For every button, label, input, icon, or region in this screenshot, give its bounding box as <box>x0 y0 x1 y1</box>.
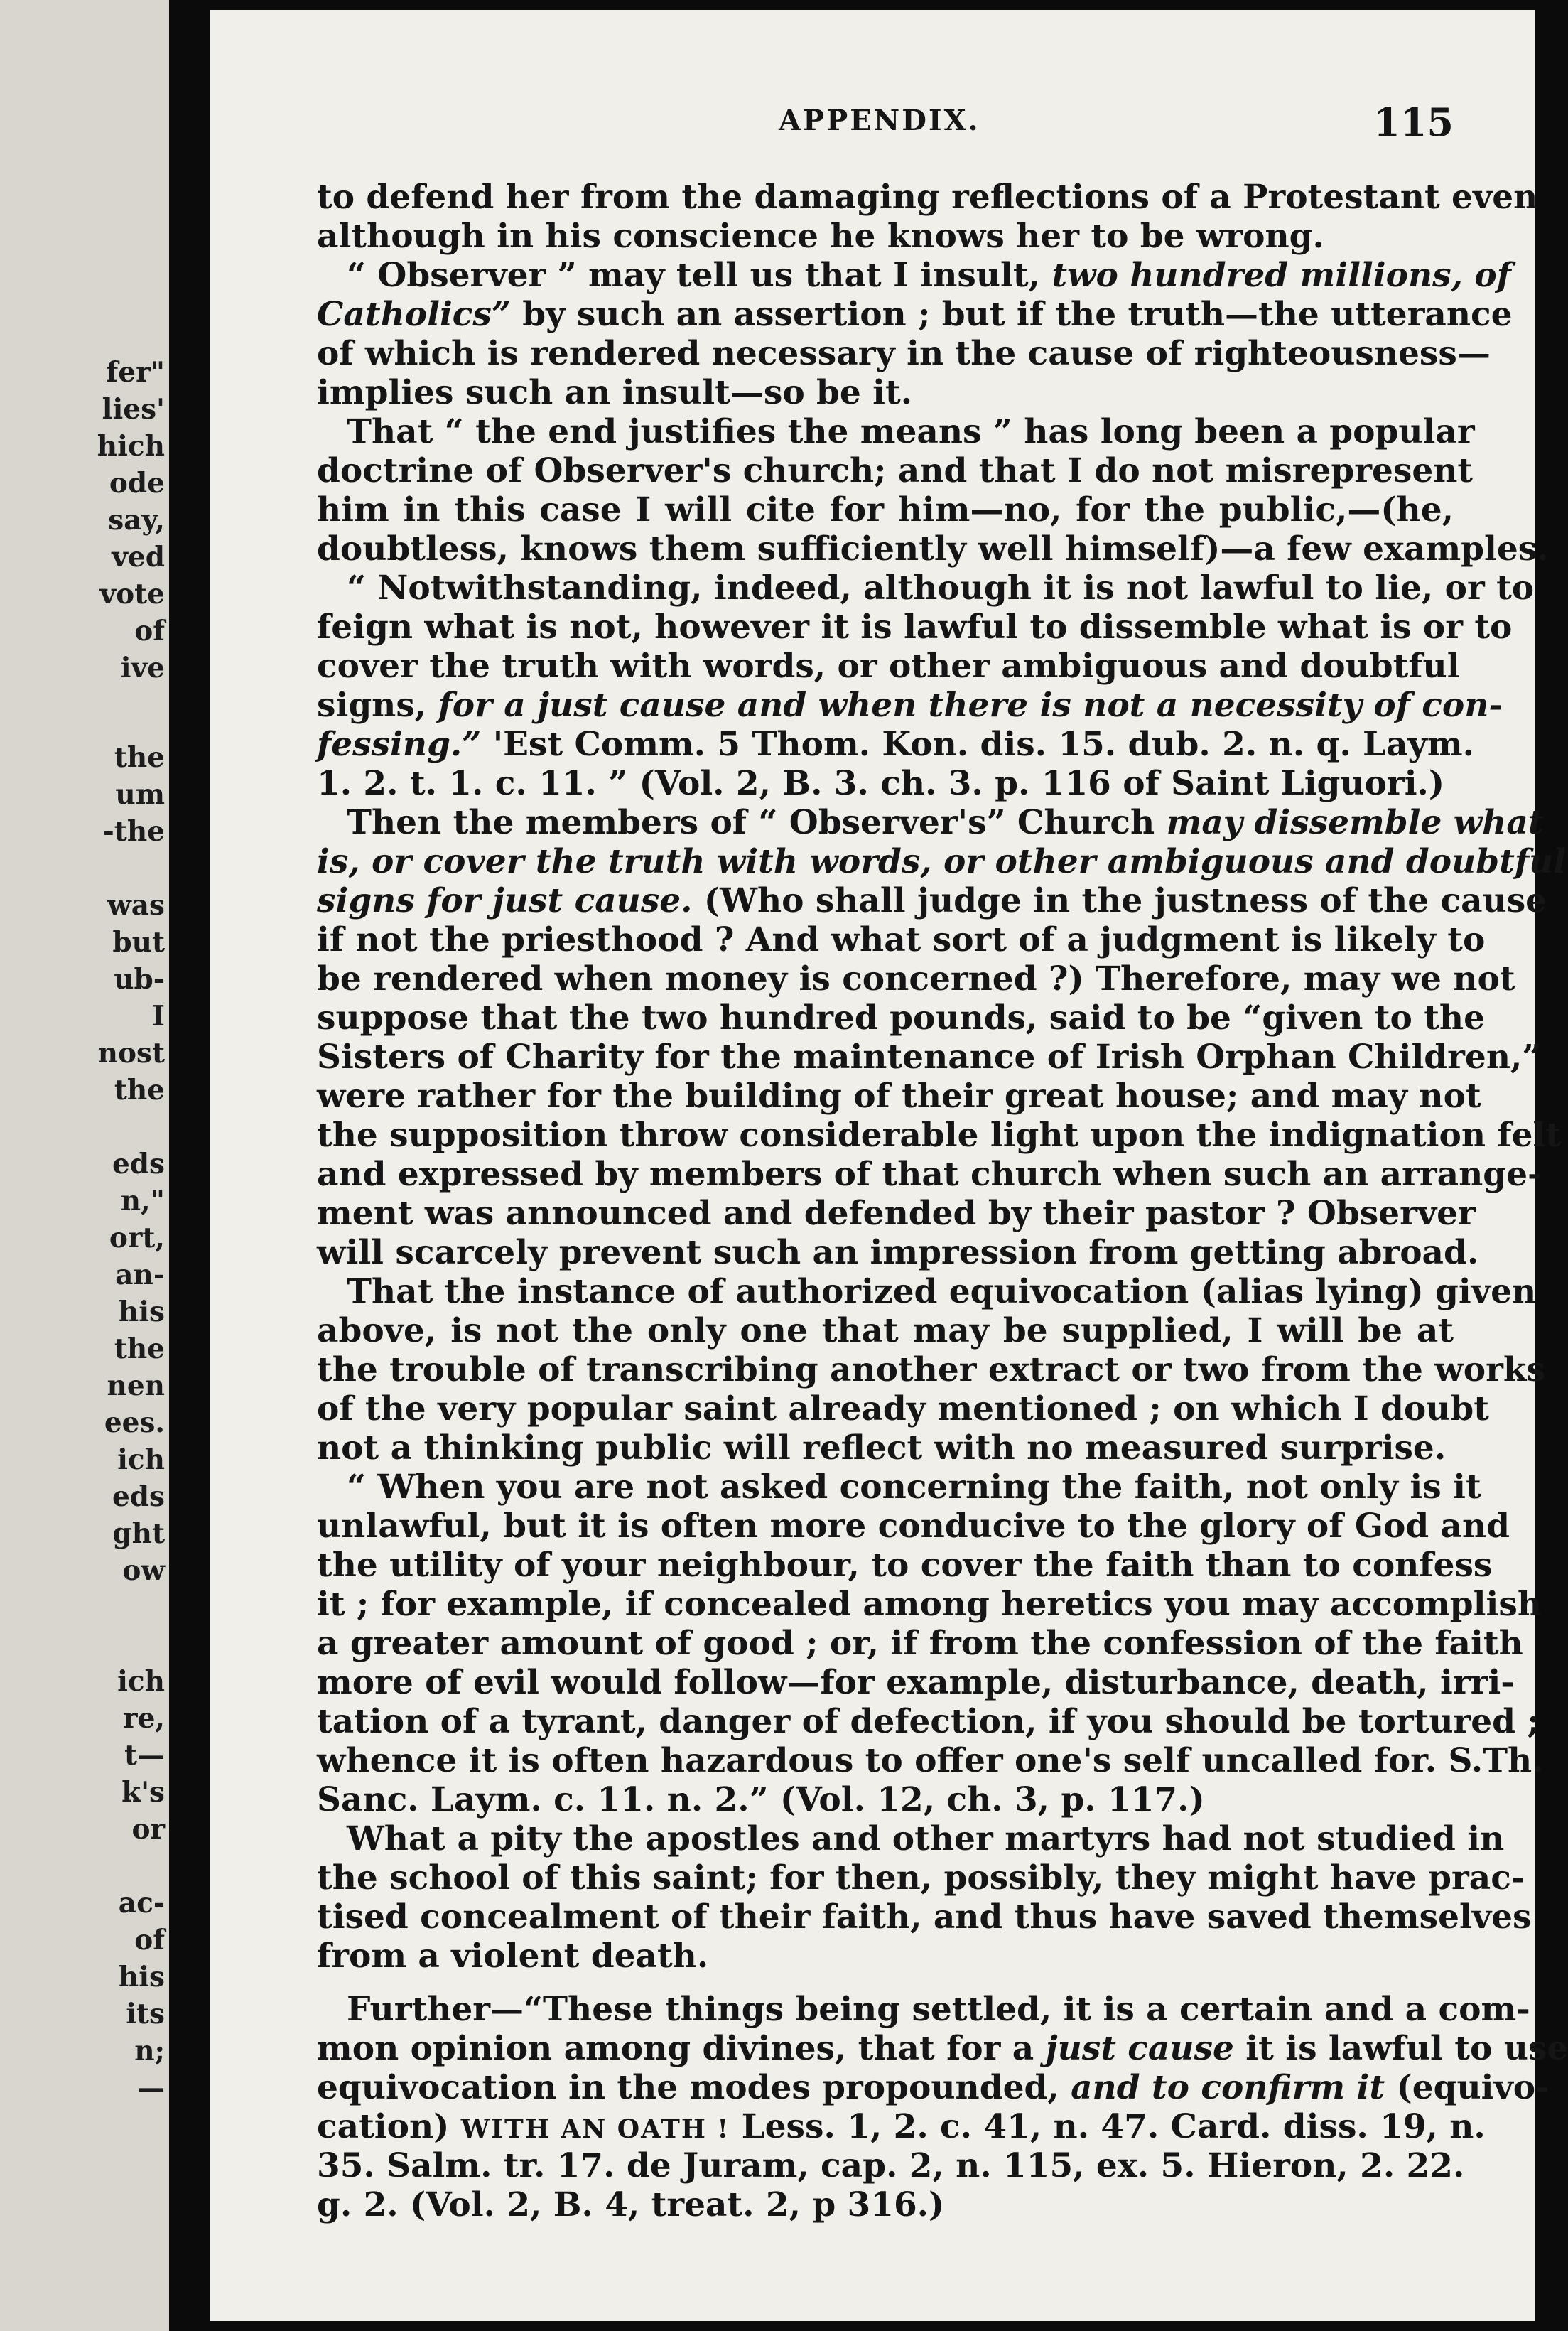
text-line: signs for just cause. (Who shall judge in the justness of the cause <box>317 881 1547 920</box>
text-line: unlawful, but it is often more conducive to the glory of God and <box>317 1507 1510 1546</box>
facing-page-fragment: say, <box>108 504 165 537</box>
text-line: “ When you are not asked concerning the faith, not only is it <box>347 1468 1481 1507</box>
facing-page-fragment: the <box>114 741 165 774</box>
running-title: APPENDIX. <box>779 104 980 137</box>
text-line: cation) WITH AN OATH ! Less. 1, 2. c. 41, n. 47. Card. diss. 19, n. <box>317 2107 1486 2146</box>
text-line: the supposition throw considerable light upon the indignation felt <box>317 1116 1562 1155</box>
text-line: signs, for a just cause and when there is not a necessity of con- <box>317 686 1503 725</box>
facing-page-fragment: eds <box>112 1480 165 1513</box>
text-line: of the very popular saint already mentioned ; on which I doubt <box>317 1389 1489 1428</box>
text-line: What a pity the apostles and other martyrs had not studied in <box>347 1819 1505 1858</box>
text-line: were rather for the building of their great house; and may not <box>317 1077 1481 1116</box>
text-line: That “ the end justifies the means ” has long been a popular <box>347 412 1475 451</box>
facing-page-fragment: but <box>112 926 165 959</box>
text-line: the utility of your neighbour, to cover the faith than to confess <box>317 1546 1493 1585</box>
facing-page-fragment: ub- <box>114 963 165 996</box>
text-line: That the instance of authorized equivocation (alias lying) given <box>347 1272 1537 1311</box>
facing-page-fragment: lies' <box>102 393 165 426</box>
text-line: it ; for example, if concealed among heretics you may accomplish <box>317 1585 1542 1624</box>
facing-page <box>0 0 169 2331</box>
text-line: more of evil would follow—for example, disturbance, death, irri- <box>317 1663 1515 1702</box>
facing-page-fragment: ich <box>117 1443 165 1476</box>
facing-page-fragment: of <box>134 615 165 647</box>
text-line: Catholics” by such an assertion ; but if the truth—the utterance <box>317 295 1513 334</box>
text-line: be rendered when money is concerned ?) Therefore, may we not <box>317 959 1515 998</box>
text-line: of which is rendered necessary in the cause of righteousness— <box>317 334 1491 373</box>
facing-page-fragment: ved <box>112 541 165 574</box>
facing-page-fragment: nen <box>107 1369 165 1402</box>
facing-page-fragment: t— <box>124 1739 165 1772</box>
text-line: “ Observer ” may tell us that I insult, two hundred millions, of <box>347 256 1511 295</box>
facing-page-fragment: re, <box>123 1702 165 1735</box>
text-line: the school of this saint; for then, possibly, they might have prac- <box>317 1858 1525 1897</box>
text-line: from a violent death. <box>317 1937 709 1976</box>
facing-page-fragment: ow <box>122 1554 165 1587</box>
book-page <box>210 10 1568 2321</box>
body-text <box>317 178 1568 2224</box>
facing-page-fragment: its <box>126 1998 165 2030</box>
facing-page-fragment: ort, <box>109 1222 165 1254</box>
facing-page-fragment: n; <box>134 2035 165 2067</box>
facing-page-fragment: or <box>131 1813 165 1846</box>
text-line: ment was announced and defended by their pastor ? Observer <box>317 1194 1476 1233</box>
text-line: is, or cover the truth with words, or other ambiguous and doubtful <box>317 842 1567 881</box>
text-line: the trouble of transcribing another extract or two from the works <box>317 1350 1545 1389</box>
facing-page-fragment: nost <box>97 1037 165 1070</box>
text-line: 1. 2. t. 1. c. 11. ” (Vol. 2, B. 3. ch. 3. p. 116 of Saint Liguori.) <box>317 764 1445 803</box>
text-line: cover the truth with words, or other ambiguous and doubtful <box>317 647 1460 686</box>
text-line: Then the members of “ Observer's” Church may dissemble what <box>347 803 1544 842</box>
text-line: implies such an insult—so be it. <box>317 373 913 412</box>
facing-page-fragment: I <box>151 1000 165 1033</box>
facing-page-fragment: — <box>137 2072 165 2104</box>
facing-page-fragment: n," <box>120 1185 165 1217</box>
text-line: to defend her from the damaging reflections of a Protestant even <box>317 178 1538 217</box>
text-line: and expressed by members of that church when such an arrange- <box>317 1155 1542 1194</box>
facing-page-fragment: was <box>107 889 165 922</box>
facing-page-fragment: the <box>114 1333 165 1365</box>
facing-page-fragment: his <box>118 1961 165 1993</box>
text-line: feign what is not, however it is lawful to dissemble what is or to <box>317 608 1513 647</box>
text-line: 35. Salm. tr. 17. de Juram, cap. 2, n. 115, ex. 5. Hieron, 2. 22. <box>317 2146 1465 2185</box>
text-line: doctrine of Observer's church; and that I do not misrepresent <box>317 451 1474 490</box>
text-line: a greater amount of good ; or, if from the confession of the faith <box>317 1624 1523 1663</box>
text-line: equivocation in the modes propounded, and to confirm it (equivo- <box>317 2068 1550 2107</box>
facing-page-fragment: ich <box>117 1665 165 1698</box>
text-line: fessing.” 'Est Comm. 5 Thom. Kon. dis. 15. dub. 2. n. q. Laym. <box>317 725 1474 764</box>
facing-page-fragment: of <box>134 1924 165 1956</box>
text-line: “ Notwithstanding, indeed, although it is not lawful to lie, or to <box>347 569 1535 608</box>
text-line: Sisters of Charity for the maintenance of Irish Orphan Children,” <box>317 1038 1542 1077</box>
facing-page-fragment: k's <box>121 1776 165 1809</box>
facing-page-fragment: the <box>114 1074 165 1107</box>
facing-page-fragment: fer" <box>106 356 165 389</box>
text-line: will scarcely prevent such an impression from getting abroad. <box>317 1233 1479 1272</box>
text-line: tised concealment of their faith, and thus have saved themselves <box>317 1897 1532 1937</box>
text-line: Sanc. Laym. c. 11. n. 2.” (Vol. 12, ch. 3, p. 117.) <box>317 1780 1205 1819</box>
book-gutter <box>169 0 210 2331</box>
facing-page-fragment: ode <box>109 467 165 500</box>
facing-page-fragment: his <box>118 1296 165 1328</box>
text-line: Further—“These things being settled, it is a certain and a com- <box>347 1990 1530 2029</box>
text-line: tation of a tyrant, danger of defection, if you should be tortured ; <box>317 1702 1540 1741</box>
text-line: him in this case I will cite for him—no, for the public,—(he, <box>317 490 1454 529</box>
facing-page-fragment: ght <box>112 1517 165 1550</box>
text-line: doubtless, knows them sufficiently well himself)—a few examples. <box>317 529 1549 569</box>
text-line: whence it is often hazardous to offer one's self uncalled for. S.Th. <box>317 1741 1544 1780</box>
text-line: above, is not the only one that may be supplied, I will be at <box>317 1311 1454 1350</box>
facing-page-fragment: -the <box>102 815 165 848</box>
facing-page-fragment: ees. <box>104 1406 165 1439</box>
text-line: suppose that the two hundred pounds, said to be “given to the <box>317 998 1485 1038</box>
running-header <box>210 99 1535 146</box>
facing-page-fragment: vote <box>99 578 165 610</box>
facing-page-fragment: hich <box>97 430 165 463</box>
facing-page-fragment: eds <box>112 1148 165 1180</box>
facing-page-fragment: an- <box>115 1259 165 1291</box>
text-line: if not the priesthood ? And what sort of a judgment is likely to <box>317 920 1486 959</box>
text-line: mon opinion among divines, that for a just cause it is lawful to use <box>317 2029 1568 2068</box>
facing-page-fragment: um <box>115 778 165 811</box>
facing-page-fragment: ive <box>120 652 165 684</box>
facing-page-fragment: ac- <box>118 1887 165 1920</box>
text-line: not a thinking public will reflect with no measured surprise. <box>317 1428 1447 1468</box>
page-number: 115 <box>1373 99 1454 145</box>
text-line: g. 2. (Vol. 2, B. 4, treat. 2, p 316.) <box>317 2185 945 2224</box>
text-line: although in his conscience he knows her to be wrong. <box>317 217 1324 256</box>
